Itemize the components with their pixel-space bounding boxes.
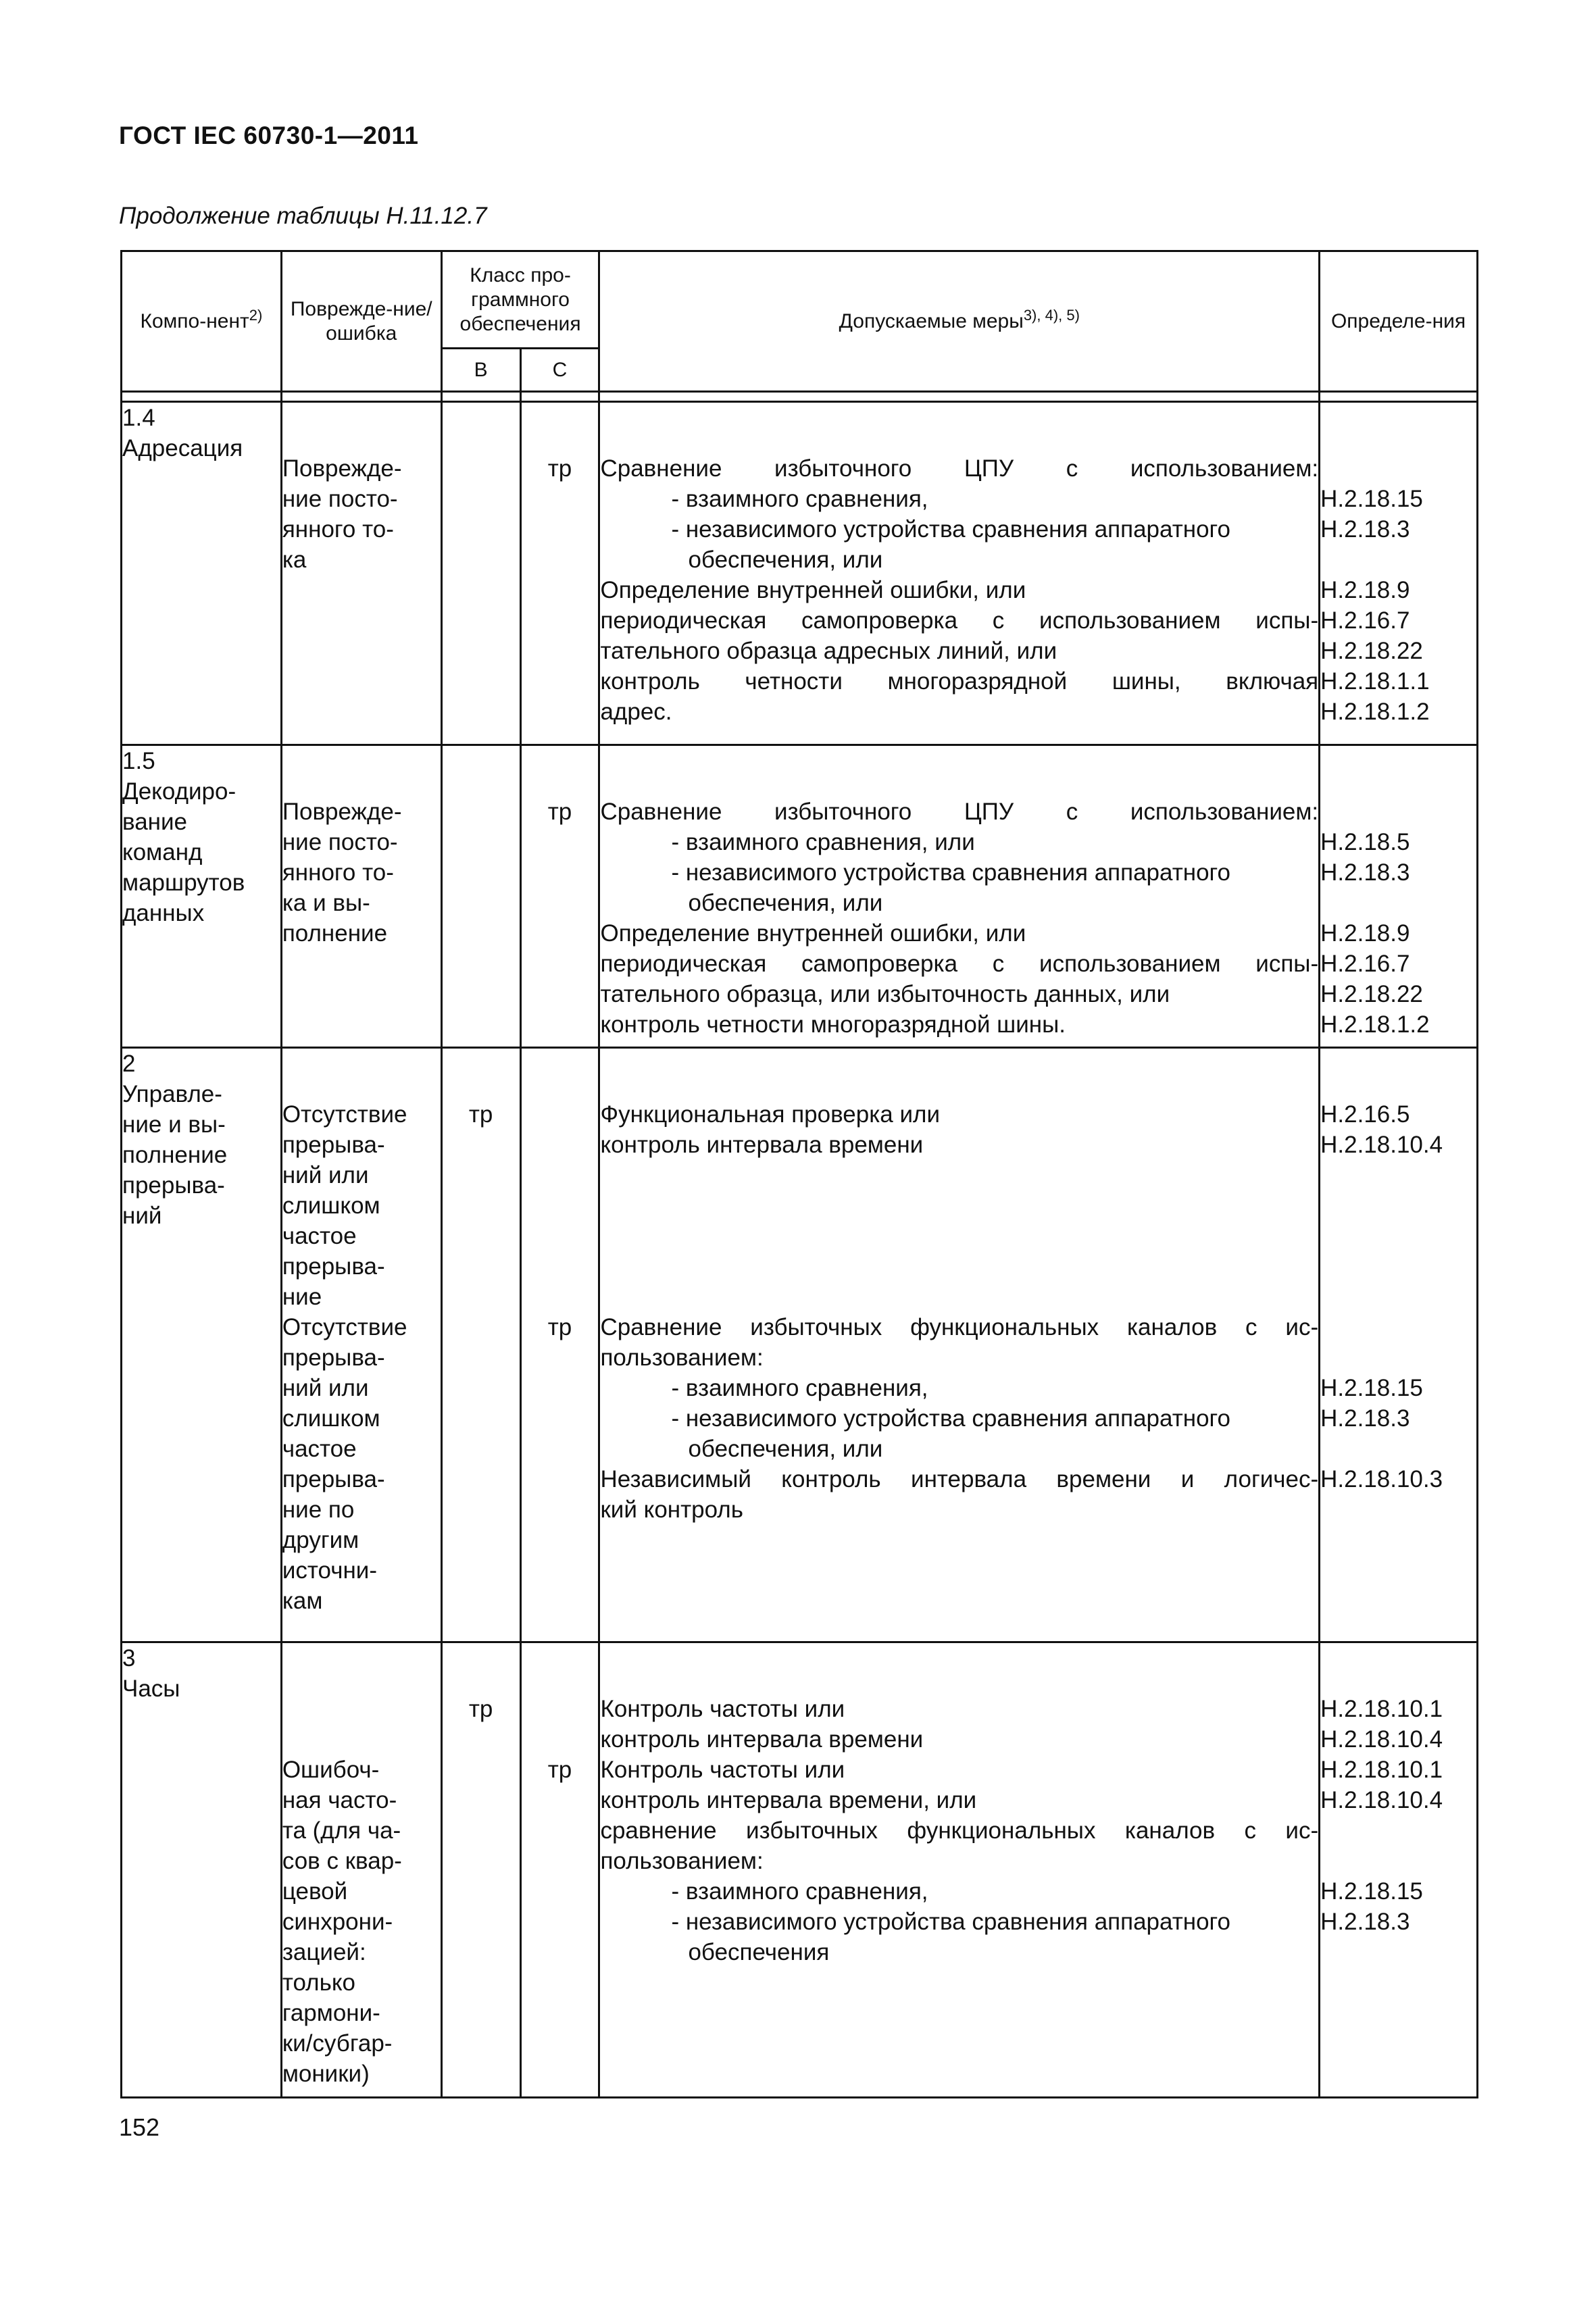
component-cell: 1.4 Адресация bbox=[122, 402, 282, 745]
header-class-b: B bbox=[441, 349, 520, 392]
definitions-cell: Н.2.18.5 Н.2.18.3 Н.2.18.9 Н.2.16.7 Н.2.18.22 Н.2.18.1.2 bbox=[1320, 745, 1478, 1048]
class-c-cell bbox=[520, 1048, 599, 1313]
definitions-cell: Н.2.18.15 Н.2.18.3 Н.2.18.9 Н.2.16.7 Н.2.18.22 Н.2.18.1.1 Н.2.18.1.2 bbox=[1320, 402, 1478, 745]
header-fault: Поврежде-ние/ошибка bbox=[281, 251, 441, 392]
class-b-cell: тр bbox=[441, 1048, 520, 1313]
definitions-cell: Н.2.16.5 Н.2.18.10.4 bbox=[1320, 1048, 1478, 1313]
fault-cell: Отсутствие прерыва- ний или слишком частое прерыва- ние по другим источни- кам bbox=[281, 1312, 441, 1642]
class-c-cell: тр bbox=[520, 1642, 599, 2097]
definitions-cell: Н.2.18.10.1 Н.2.18.10.4 Н.2.18.10.1 Н.2.18.10.4 Н.2.18.15 Н.2.18.3 bbox=[1320, 1642, 1478, 2097]
class-b-cell: тр bbox=[441, 1642, 520, 2097]
header-component: Компо-нент$^{2)}$ bbox=[122, 251, 282, 392]
class-c-cell: тр bbox=[520, 1312, 599, 1642]
measures-cell: Функциональная проверка или контроль интервала времени bbox=[599, 1048, 1320, 1313]
fault-cell: Поврежде- ние посто- янного то- ка bbox=[281, 402, 441, 745]
page-number: 152 bbox=[119, 2113, 160, 2141]
class-c-cell: тр bbox=[520, 402, 599, 745]
table-caption: Продолжение таблицы Н.11.12.7 bbox=[119, 203, 487, 229]
table-row bbox=[122, 1312, 1478, 1642]
table-row bbox=[122, 402, 1478, 745]
class-b-cell bbox=[441, 402, 520, 745]
fault-cell: Поврежде- ние посто- янного то- ка и вы- полнение bbox=[281, 745, 441, 1048]
component-cell: 1.5 Декодиро- вание команд маршрутов данных bbox=[122, 745, 282, 1048]
header-measures: Допускаемые меры$^{3), 4), 5)}$ bbox=[599, 251, 1320, 392]
definitions-cell: Н.2.18.15 Н.2.18.3 Н.2.18.10.3 bbox=[1320, 1312, 1478, 1642]
fault-cell: Отсутствие прерыва- ний или слишком частое прерыва- ние bbox=[281, 1048, 441, 1313]
measures-cell: Сравнение избыточных функциональных каналов с ис- пользованием: - взаимного сравнения, - независимого устройства сравнения аппаратного обеспечения, или Независимый контроль интервала времени и логичес- кий контроль bbox=[599, 1312, 1320, 1642]
table-row bbox=[122, 745, 1478, 1048]
header-software-class: Класс про-граммного обеспечения bbox=[441, 251, 599, 349]
table-row bbox=[122, 1048, 1478, 1313]
component-cell: 2 Управле- ние и вы- полнение прерыва- ний bbox=[122, 1048, 282, 1642]
class-b-cell bbox=[441, 1312, 520, 1642]
measures-table bbox=[120, 250, 1478, 2098]
document-header: ГОСТ IEC 60730-1—2011 bbox=[119, 122, 419, 149]
table-row bbox=[122, 1642, 1478, 2097]
class-c-cell: тр bbox=[520, 745, 599, 1048]
component-cell: 3 Часы bbox=[122, 1642, 282, 2097]
header-class-c: C bbox=[520, 349, 599, 392]
class-b-cell bbox=[441, 745, 520, 1048]
fault-cell: Ошибоч- ная часто- та (для ча- сов с квар- цевой синхрони- зацией: только гармони- ки/субгар- моники) bbox=[281, 1642, 441, 2097]
measures-cell: Сравнение избыточного ЦПУ с использованием: - взаимного сравнения, - независимого устройства сравнения аппаратного обеспечения, или Определение внутренней ошибки, или периодическая самопроверка с использованием испы- тательного образца адресных линий, или контроль четности многоразрядной шины, включая адрес. bbox=[599, 402, 1320, 745]
measures-cell: Контроль частоты или контроль интервала времени Контроль частоты или контроль интервала времени, или сравнение избыточных функциональных каналов с ис- пользованием: - взаимного сравнения, - независимого устройства сравнения аппаратного обеспечения bbox=[599, 1642, 1320, 2097]
header-row bbox=[122, 251, 1478, 349]
header-definitions: Определе-ния bbox=[1320, 251, 1478, 392]
measures-cell: Сравнение избыточного ЦПУ с использованием: - взаимного сравнения, или - независимого устройства сравнения аппаратного обеспечения, или Определение внутренней ошибки, или периодическая самопроверка с использованием испы- тательного образца, или избыточность данных, или контроль четности многоразрядной шины. bbox=[599, 745, 1320, 1048]
